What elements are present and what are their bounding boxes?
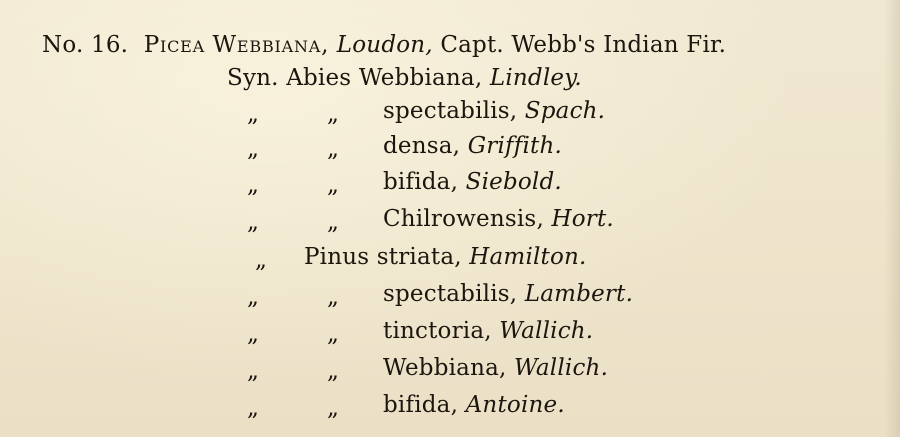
ditto-mark: „	[327, 321, 339, 347]
synonym-name: tinctoria,	[383, 318, 492, 344]
ditto-mark: „	[247, 321, 259, 347]
ditto-mark: „	[247, 172, 259, 198]
ditto-mark: „	[327, 136, 339, 162]
synonym-author: Hort.	[551, 206, 614, 232]
ditto-mark: „	[327, 284, 339, 310]
synonym-author: Lambert.	[524, 281, 634, 307]
ditto-mark: „	[327, 101, 339, 127]
genus-name: Picea	[143, 32, 205, 58]
synonym-name: bifida,	[383, 392, 459, 418]
ditto-mark: „	[327, 209, 339, 235]
species-name: Webbiana,	[212, 32, 330, 58]
ditto-mark: „	[247, 284, 259, 310]
synonym-name: Chilrowensis,	[383, 206, 544, 232]
synonym-row	[383, 205, 614, 233]
synonym-name: Pinus striata,	[304, 244, 462, 270]
entry-number: No. 16.	[42, 32, 129, 58]
synonym-row	[383, 97, 605, 125]
ditto-mark: „	[247, 358, 259, 384]
synonym-author: Spach.	[524, 98, 606, 124]
synonym-author: Hamilton.	[469, 244, 587, 270]
ditto-mark: „	[247, 136, 259, 162]
synonym-row	[383, 354, 608, 382]
species-authority: Loudon,	[336, 32, 433, 58]
synonym-row	[227, 64, 582, 92]
synonym-row	[383, 317, 593, 345]
page-edge-shadow	[884, 0, 900, 437]
synonym-name: bifida,	[383, 169, 459, 195]
synonym-name: spectabilis,	[383, 98, 518, 124]
synonym-name: spectabilis,	[383, 281, 518, 307]
synonym-row	[383, 391, 565, 419]
ditto-mark: „	[327, 358, 339, 384]
ditto-mark: „	[247, 101, 259, 127]
synonym-row	[383, 168, 562, 196]
synonym-author: Wallich.	[499, 318, 594, 344]
entry-heading	[42, 31, 726, 59]
synonym-author: Wallich.	[514, 355, 609, 381]
synonym-row	[304, 243, 587, 271]
synonym-row	[383, 132, 562, 160]
synonym-row	[383, 280, 633, 308]
synonym-name: densa,	[383, 133, 461, 159]
synonym-author: Siebold.	[465, 169, 562, 195]
synonym-prefix: Syn.	[227, 65, 279, 91]
synonym-author: Antoine.	[465, 392, 565, 418]
synonym-name: Abies Webbiana,	[286, 65, 483, 91]
synonym-name: Webbiana,	[383, 355, 507, 381]
ditto-mark: „	[247, 395, 259, 421]
ditto-mark: „	[255, 247, 267, 273]
synonym-author: Griffith.	[467, 133, 562, 159]
synonym-author: Lindley.	[489, 65, 582, 91]
ditto-mark: „	[327, 395, 339, 421]
common-name: Capt. Webb's Indian Fir.	[440, 32, 727, 58]
ditto-mark: „	[247, 209, 259, 235]
ditto-mark: „	[327, 172, 339, 198]
